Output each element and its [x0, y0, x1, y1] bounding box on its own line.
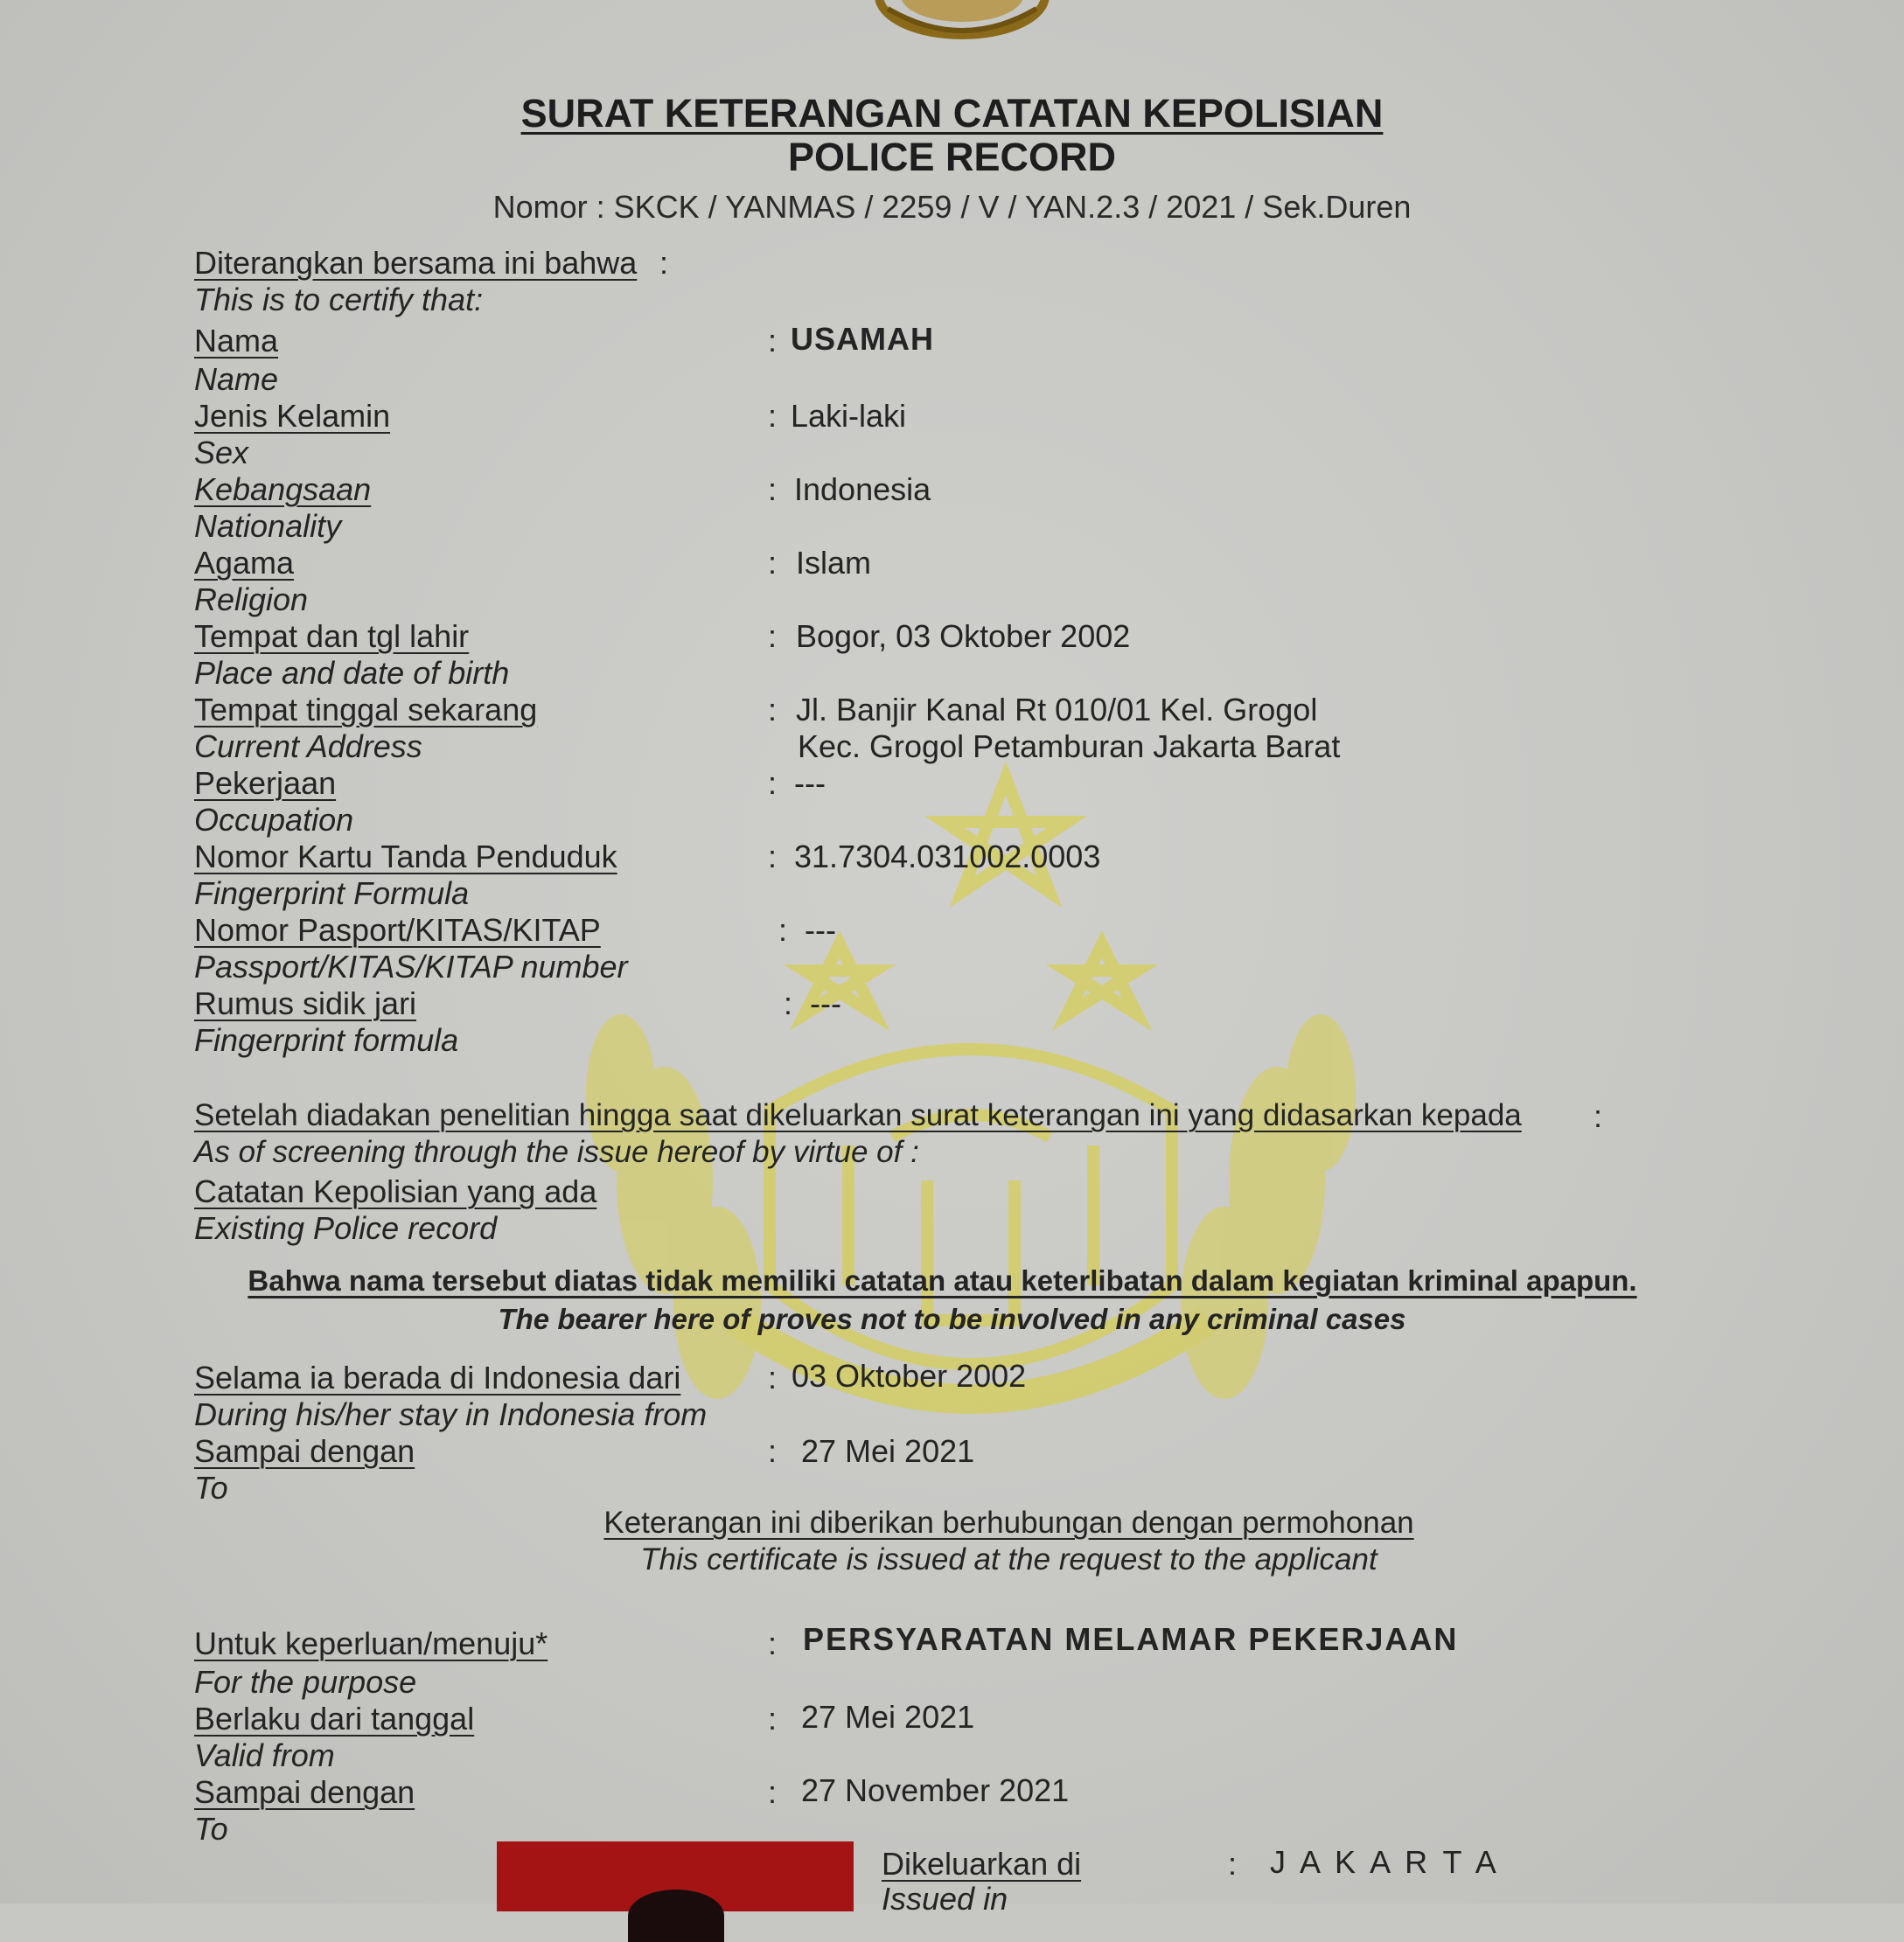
police-record-label-en: Existing Police record — [194, 1210, 498, 1246]
field-colon: : — [768, 1433, 778, 1469]
field-address-label-en: Current Address — [194, 728, 422, 764]
statement-en: The bearer here of proves not to be involved in any criminal cases — [498, 1303, 1406, 1335]
request-statement-en: This certificate is issued at the request to the applicant — [640, 1542, 1377, 1577]
field-occupation-label-id: Pekerjaan — [194, 765, 337, 801]
stay-from-label-en: During his/her stay in Indonesia from — [194, 1396, 708, 1432]
request-statement-id: Keterangan ini diberikan berhubungan dengan permohonan — [603, 1506, 1414, 1540]
field-id-card-value: 31.7304.031002.0003 — [794, 839, 1101, 874]
field-nationality-label-en: Nationality — [194, 508, 342, 544]
field-address-value-line2: Kec. Grogol Petamburan Jakarta Barat — [798, 728, 1341, 764]
field-religion-value: Islam — [796, 545, 872, 581]
certify-colon: : — [659, 245, 669, 281]
field-occupation-label-en: Occupation — [194, 802, 354, 838]
field-nationality-value: Indonesia — [794, 471, 931, 507]
purpose-label-en: For the purpose — [194, 1664, 417, 1700]
field-name-value: USAMAH — [791, 321, 934, 357]
field-colon: : — [768, 323, 778, 358]
field-colon: : — [768, 1701, 778, 1737]
field-colon: : — [768, 1625, 778, 1661]
field-colon: : — [768, 545, 778, 581]
field-colon: : — [778, 912, 788, 948]
field-sex-value: Laki-laki — [791, 398, 907, 434]
field-colon: : — [768, 471, 778, 507]
field-sex-label-id: Jenis Kelamin — [194, 398, 391, 434]
screening-line-en: As of screening through the issue hereof by virtue of : — [194, 1135, 919, 1169]
field-passport-value: --- — [805, 912, 836, 948]
valid-until-value: 27 November 2021 — [801, 1772, 1070, 1808]
stay-to-label-id: Sampai dengan — [194, 1433, 415, 1469]
issued-in-value: J A K A R T A — [1270, 1844, 1500, 1880]
valid-from-label-id: Berlaku dari tanggal — [194, 1701, 475, 1737]
applicant-photo — [497, 1841, 854, 1911]
field-name-label-en: Name — [194, 361, 279, 397]
field-colon: : — [768, 839, 778, 874]
field-fingerprint-label-en: Fingerprint formula — [194, 1022, 459, 1058]
valid-until-label-en: To — [194, 1811, 228, 1847]
field-colon: : — [768, 618, 778, 654]
field-occupation-value: --- — [794, 765, 826, 801]
document-subtitle: POLICE RECORD — [787, 135, 1117, 179]
stay-to-label-en: To — [194, 1470, 228, 1506]
valid-from-value: 27 Mei 2021 — [801, 1699, 975, 1735]
document-number: Nomor : SKCK / YANMAS / 2259 / V / YAN.2.3 / 2021 / Sek.Duren — [492, 189, 1412, 225]
field-colon: : — [1228, 1846, 1238, 1882]
document-title: SURAT KETERANGAN CATATAN KEPOLISIAN — [520, 91, 1384, 136]
field-id-card-label-id: Nomor Kartu Tanda Penduduk — [194, 839, 617, 874]
field-religion-label-en: Religion — [194, 581, 309, 617]
purpose-label-id: Untuk keperluan/menuju* — [194, 1625, 548, 1661]
certify-label-en: This is to certify that: — [194, 282, 484, 317]
stay-from-label-id: Selama ia berada di Indonesia dari — [194, 1360, 681, 1396]
field-sex-label-en: Sex — [194, 435, 249, 470]
police-record-label-id: Catatan Kepolisian yang ada — [194, 1173, 597, 1209]
field-colon: : — [768, 765, 778, 801]
field-colon: : — [768, 398, 778, 434]
field-address-value: Jl. Banjir Kanal Rt 010/01 Kel. Grogol — [796, 692, 1318, 727]
certify-label-id: Diterangkan bersama ini bahwa — [194, 245, 638, 281]
field-passport-label-id: Nomor Pasport/KITAS/KITAP — [194, 912, 601, 948]
field-birth-value: Bogor, 03 Oktober 2002 — [796, 618, 1131, 654]
field-name-label-id: Nama — [194, 323, 279, 358]
field-address-label-id: Tempat tinggal sekarang — [194, 692, 538, 727]
field-colon: : — [768, 1360, 778, 1396]
field-passport-label-en: Passport/KITAS/KITAP number — [194, 949, 628, 985]
field-colon: : — [768, 692, 778, 727]
purpose-value: PERSYARATAN MELAMAR PEKERJAAN — [803, 1621, 1459, 1657]
photo-head-silhouette — [628, 1890, 724, 1942]
field-id-card-label-en: Fingerprint Formula — [194, 875, 470, 911]
field-religion-label-id: Agama — [194, 545, 295, 581]
issued-in-label-en: Issued in — [882, 1881, 1008, 1917]
field-birth-label-en: Place and date of birth — [194, 655, 510, 691]
issued-in-label-id: Dikeluarkan di — [882, 1846, 1082, 1882]
screening-line-id: Setelah diadakan penelitian hingga saat dikeluarkan surat keterangan ini yang didasarkan kepada — [194, 1098, 1522, 1132]
field-colon: : — [768, 1774, 778, 1810]
police-emblem-icon — [861, 0, 1063, 44]
stay-to-value: 27 Mei 2021 — [801, 1433, 975, 1469]
stay-from-value: 03 Oktober 2002 — [792, 1358, 1027, 1394]
field-fingerprint-value: --- — [810, 985, 841, 1021]
valid-until-label-id: Sampai dengan — [194, 1774, 415, 1810]
screening-colon: : — [1594, 1098, 1603, 1134]
field-birth-label-id: Tempat dan tgl lahir — [194, 618, 470, 654]
valid-from-label-en: Valid from — [194, 1737, 335, 1773]
field-colon: : — [784, 985, 793, 1021]
statement-id: Bahwa nama tersebut diatas tidak memiliki catatan atau keterlibatan dalam kegiatan kriminal apapun. — [248, 1264, 1637, 1297]
field-nationality-label-id: Kebangsaan — [194, 471, 372, 507]
field-fingerprint-label-id: Rumus sidik jari — [194, 985, 417, 1021]
